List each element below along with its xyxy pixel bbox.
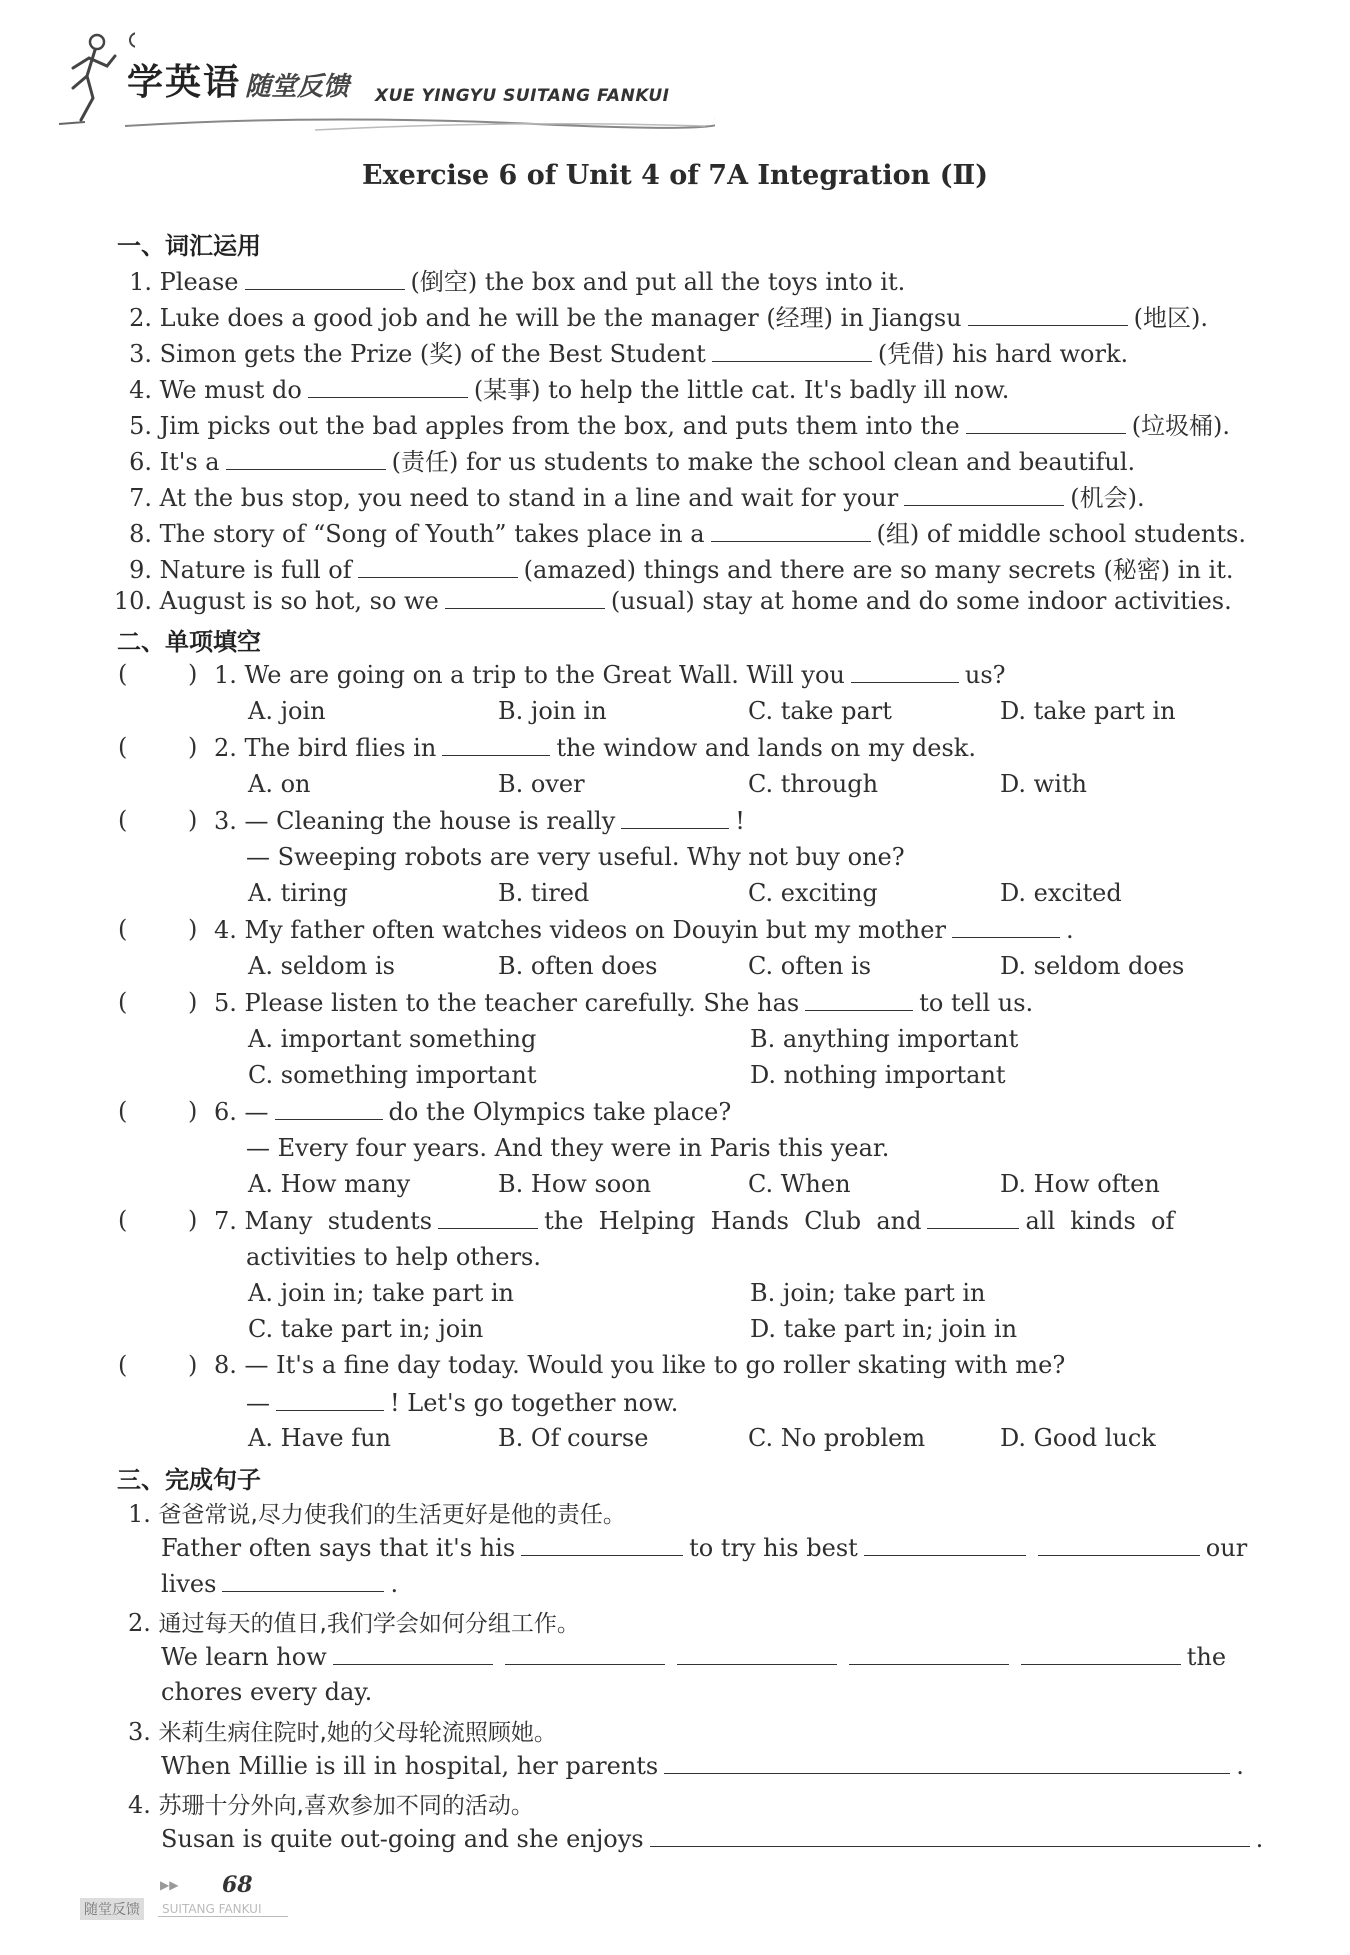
vocab-item-8: 8. The story of “Song of Youth” takes place in a (组) of middle school students. <box>129 520 1246 548</box>
vocab-item-2: 2. Luke does a good job and he will be the manager (经理) in Jiangsu (地区). <box>129 304 1208 332</box>
choice-question-7-cont: activities to help others. <box>246 1243 541 1271</box>
answer-paren-open: ( <box>118 988 128 1016</box>
option-a[interactable]: A. Have fun <box>248 1424 392 1452</box>
option-c[interactable]: C. No problem <box>748 1424 926 1452</box>
option-a[interactable]: A. join in; take part in <box>248 1279 514 1307</box>
option-b[interactable]: B. Of course <box>498 1424 649 1452</box>
footer-brand: 随堂反馈 <box>80 1898 144 1920</box>
brand-title: 学英语 <box>127 62 242 103</box>
answer-paren-open: ( <box>118 915 128 943</box>
choice-question-5: 5. Please listen to the teacher carefully. She has to tell us. <box>214 989 1034 1017</box>
choice-question-4: 4. My father often watches videos on Douyin but my mother . <box>214 916 1074 944</box>
section-complete-heading: 三、完成句子 <box>117 1466 261 1494</box>
complete-item-3-en: When Millie is ill in hospital, her parents . <box>161 1752 1244 1780</box>
vocab-item-4: 4. We must do (某事) to help the little cat. It's badly ill now. <box>129 376 1010 404</box>
footer-divider <box>158 1916 288 1917</box>
page-number: 68 <box>222 1872 253 1898</box>
answer-paren-close: ) <box>188 1351 198 1379</box>
option-c[interactable]: C. through <box>748 770 879 798</box>
answer-paren-open: ( <box>118 1351 128 1379</box>
option-d[interactable]: D. take part in; join in <box>750 1315 1018 1343</box>
answer-blank[interactable] <box>966 411 1126 434</box>
option-d[interactable]: D. seldom does <box>1000 952 1185 980</box>
option-a[interactable]: A. How many <box>248 1170 411 1198</box>
option-d[interactable]: D. excited <box>1000 879 1122 907</box>
answer-paren-close: ) <box>188 1097 198 1125</box>
answer-blank[interactable] <box>1038 1533 1200 1556</box>
answer-blank[interactable] <box>851 660 959 683</box>
option-b[interactable]: B. join; take part in <box>750 1279 986 1307</box>
option-d[interactable]: D. take part in <box>1000 697 1176 725</box>
vocab-item-10: 10. August is so hot, so we (usual) stay at home and do some indoor activities. <box>113 587 1232 615</box>
complete-item-1-en-cont: lives . <box>161 1570 399 1598</box>
answer-paren-close: ) <box>188 1206 198 1234</box>
option-c[interactable]: C. something important <box>248 1061 537 1089</box>
answer-blank[interactable] <box>245 267 405 290</box>
option-b[interactable]: B. How soon <box>498 1170 652 1198</box>
complete-item-4-en: Susan is quite out-going and she enjoys . <box>161 1825 1264 1853</box>
answer-blank[interactable] <box>438 1206 538 1229</box>
footer-brand-pinyin: SUITANG FANKUI <box>162 1902 262 1916</box>
answer-paren-open: ( <box>118 1097 128 1125</box>
complete-item-2-en-cont: chores every day. <box>161 1678 373 1706</box>
answer-blank[interactable] <box>308 375 468 398</box>
option-d[interactable]: D. nothing important <box>750 1061 1006 1089</box>
choice-question-6: 6. — do the Olympics take place? <box>214 1098 732 1126</box>
answer-blank[interactable] <box>864 1533 1026 1556</box>
answer-blank[interactable] <box>442 733 550 756</box>
answer-blank[interactable] <box>904 483 1064 506</box>
answer-blank[interactable] <box>927 1206 1019 1229</box>
answer-blank[interactable] <box>226 447 386 470</box>
option-c[interactable]: C. exciting <box>748 879 878 907</box>
choice-question-3: 3. — Cleaning the house is really ! <box>214 807 745 835</box>
answer-blank[interactable] <box>333 1642 493 1665</box>
option-d[interactable]: D. How often <box>1000 1170 1160 1198</box>
vocab-item-6: 6. It's a (责任) for us students to make the school clean and beautiful. <box>129 448 1136 476</box>
page-header <box>55 28 695 128</box>
answer-blank[interactable] <box>222 1569 384 1592</box>
answer-blank[interactable] <box>711 519 871 542</box>
answer-blank[interactable] <box>621 806 729 829</box>
vocab-item-7: 7. At the bus stop, you need to stand in a line and wait for your (机会). <box>129 484 1145 512</box>
answer-paren-open: ( <box>118 1206 128 1234</box>
option-b[interactable]: B. join in <box>498 697 607 725</box>
answer-blank[interactable] <box>276 1388 384 1411</box>
vocab-item-3: 3. Simon gets the Prize (奖) of the Best Student (凭借) his hard work. <box>129 340 1129 368</box>
answer-blank[interactable] <box>952 915 1060 938</box>
answer-paren-open: ( <box>118 660 128 688</box>
answer-blank[interactable] <box>505 1642 665 1665</box>
brand-subtitle: 随堂反馈 <box>245 72 350 102</box>
answer-blank[interactable] <box>521 1533 683 1556</box>
complete-item-2-en: We learn how the <box>161 1643 1227 1671</box>
page-title: Exercise 6 of Unit 4 of 7A Integration (Ⅱ) <box>362 160 988 191</box>
option-c[interactable]: C. take part <box>748 697 892 725</box>
option-b[interactable]: B. over <box>498 770 585 798</box>
vocab-item-5: 5. Jim picks out the bad apples from the box, and puts them into the (垃圾桶). <box>129 412 1231 440</box>
option-d[interactable]: D. Good luck <box>1000 1424 1156 1452</box>
section-choice-heading: 二、单项填空 <box>117 628 261 656</box>
choice-question-8-reply: — ! Let's go together now. <box>246 1389 679 1417</box>
answer-blank[interactable] <box>712 339 872 362</box>
page-arrows-icon: ▶▶ <box>160 1878 179 1892</box>
choice-question-3-reply: — Sweeping robots are very useful. Why not buy one? <box>246 843 905 871</box>
complete-item-2-cn: 2. 通过每天的值日,我们学会如何分组工作。 <box>128 1609 580 1637</box>
answer-blank[interactable] <box>1021 1642 1181 1665</box>
option-b[interactable]: B. anything important <box>750 1025 1019 1053</box>
option-c[interactable]: C. often is <box>748 952 872 980</box>
vocab-item-1: 1. Please (倒空) the box and put all the toys into it. <box>129 268 906 296</box>
choice-question-7: 7. Many students the Helping Hands Club and all kinds of <box>214 1207 1175 1235</box>
answer-paren-close: ) <box>188 988 198 1016</box>
answer-blank[interactable] <box>358 555 518 578</box>
complete-item-3-cn: 3. 米莉生病住院时,她的父母轮流照顾她。 <box>128 1718 557 1746</box>
answer-paren-open: ( <box>118 806 128 834</box>
answer-blank[interactable] <box>805 988 913 1011</box>
answer-paren-close: ) <box>188 733 198 761</box>
answer-blank[interactable] <box>275 1097 383 1120</box>
answer-paren-close: ) <box>188 915 198 943</box>
option-a[interactable]: A. seldom is <box>248 952 395 980</box>
answer-blank[interactable] <box>849 1642 1009 1665</box>
answer-paren-close: ) <box>188 806 198 834</box>
option-b[interactable]: B. often does <box>498 952 658 980</box>
answer-blank[interactable] <box>664 1751 1230 1774</box>
option-a[interactable]: A. important something <box>248 1025 537 1053</box>
answer-blank[interactable] <box>445 586 605 609</box>
option-d[interactable]: D. with <box>1000 770 1087 798</box>
vocab-item-9: 9. Nature is full of (amazed) things and there are so many secrets (秘密) in it. <box>129 556 1234 584</box>
answer-blank[interactable] <box>650 1824 1250 1847</box>
complete-item-1-cn: 1. 爸爸常说,尽力使我们的生活更好是他的责任。 <box>128 1500 626 1528</box>
section-vocab-heading: 一、词汇运用 <box>117 232 261 260</box>
choice-question-1: 1. We are going on a trip to the Great Wall. Will you us? <box>214 661 1006 689</box>
answer-paren-open: ( <box>118 733 128 761</box>
option-a[interactable]: A. tiring <box>248 879 348 907</box>
option-b[interactable]: B. tired <box>498 879 590 907</box>
option-c[interactable]: C. take part in; join <box>248 1315 484 1343</box>
complete-item-1-en: Father often says that it's his to try his best our <box>161 1534 1248 1562</box>
choice-question-6-reply: — Every four years. And they were in Paris this year. <box>246 1134 890 1162</box>
choice-question-8: 8. — It's a fine day today. Would you like to go roller skating with me? <box>214 1351 1066 1379</box>
option-c[interactable]: C. When <box>748 1170 851 1198</box>
option-a[interactable]: A. on <box>248 770 311 798</box>
header-swoosh <box>115 106 715 136</box>
answer-blank[interactable] <box>968 303 1128 326</box>
answer-paren-close: ) <box>188 660 198 688</box>
brand-pinyin: XUE YINGYU SUITANG FANKUI <box>375 86 670 106</box>
choice-question-2: 2. The bird flies in the window and lands on my desk. <box>214 734 976 762</box>
option-a[interactable]: A. join <box>248 697 326 725</box>
answer-blank[interactable] <box>677 1642 837 1665</box>
complete-item-4-cn: 4. 苏珊十分外向,喜欢参加不同的活动。 <box>128 1791 534 1819</box>
